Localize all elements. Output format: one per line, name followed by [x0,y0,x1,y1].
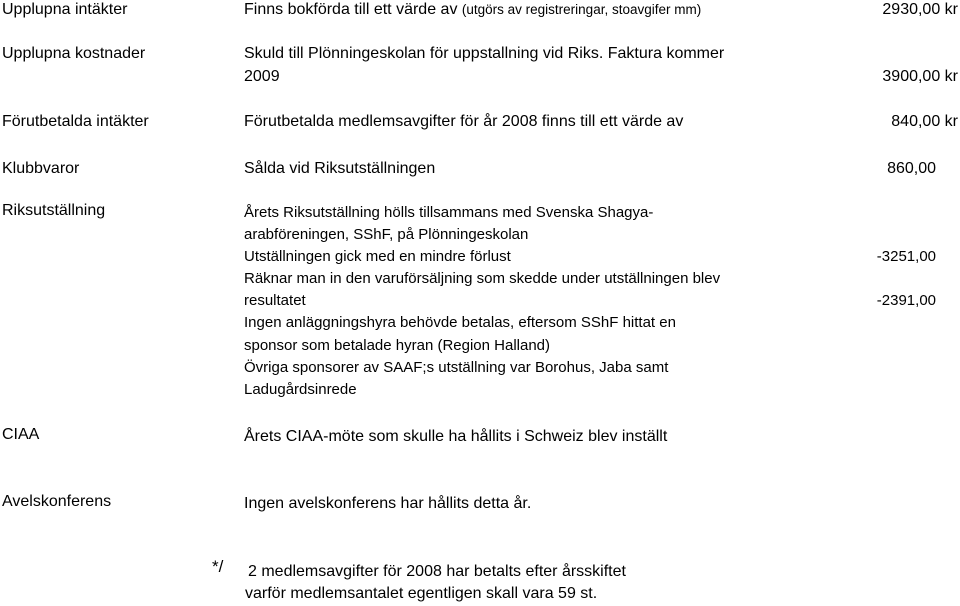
row-label-avelskonferens: Avelskonferens [2,493,112,510]
footnote-marker: */ [212,557,224,576]
riks-line: resultatet [244,292,306,309]
footnote-line1: 2 medlemsavgifter för 2008 har betalts efter årsskiftet [248,563,626,580]
row-label-riksutstallning: Riksutställning [2,202,106,219]
row-desc-ciaa: Årets CIAA-möte som skulle ha hållits i Schweiz blev inställt [244,428,668,445]
riks-line: Ladugårdsinrede [244,381,357,398]
amount-upplupna-intakter: 2930,00 kr [882,1,958,18]
amount-klubbvaror: 860,00 [887,160,936,177]
riks-line: arabföreningen, SShF, på Plönningeskolan [244,226,529,243]
amount-forutbetalda-intakter: 840,00 kr [891,113,958,130]
riks-line: Årets Riksutställning hölls tillsammans med Svenska Shagya- [244,204,654,221]
desc-note: (utgörs av registreringar, stoavgifer mm) [461,2,702,17]
footnote-line2: varför medlemsantalet egentligen skall vara 59 st. [245,585,598,602]
row-label-ciaa: CIAA [2,426,40,443]
amount-riks-loss: -3251,00 [876,248,936,265]
riks-line: Ingen anläggningshyra behövde betalas, eftersom SShF hittat en [244,314,676,331]
row-desc-upplupna-kostnader-line2: 2009 [244,68,280,85]
row-desc-upplupna-intakter [244,0,701,19]
row-desc-klubbvaror: Sålda vid Riksutställningen [244,160,436,177]
row-desc-avelskonferens: Ingen avelskonferens har hållits detta år. [244,495,532,512]
riks-line: sponsor som betalade hyran (Region Halland) [244,337,551,354]
row-label-upplupna-intakter: Upplupna intäkter [2,1,128,18]
riks-line: Räknar man in den varuförsäljning som skedde under utställningen blev [244,270,721,287]
row-label-forutbetalda-intakter: Förutbetalda intäkter [2,113,149,130]
row-label-upplupna-kostnader: Upplupna kostnader [2,45,146,62]
row-desc-upplupna-kostnader-line1: Skuld till Plönningeskolan för uppstallning vid Riks. Faktura kommer [244,45,725,62]
amount-riks-result: -2391,00 [876,292,936,309]
row-desc-forutbetalda-intakter: Förutbetalda medlemsavgifter för år 2008 finns till ett värde av [244,113,684,130]
riks-line: Utställningen gick med en mindre förlust [244,248,511,265]
amount-upplupna-kostnader: 3900,00 kr [882,68,958,85]
riks-line: Övriga sponsorer av SAAF;s utställning var Borohus, Jaba samt [244,359,669,376]
row-label-klubbvaror: Klubbvaror [2,160,80,177]
desc-text: Finns bokförda till ett värde av [244,1,458,18]
